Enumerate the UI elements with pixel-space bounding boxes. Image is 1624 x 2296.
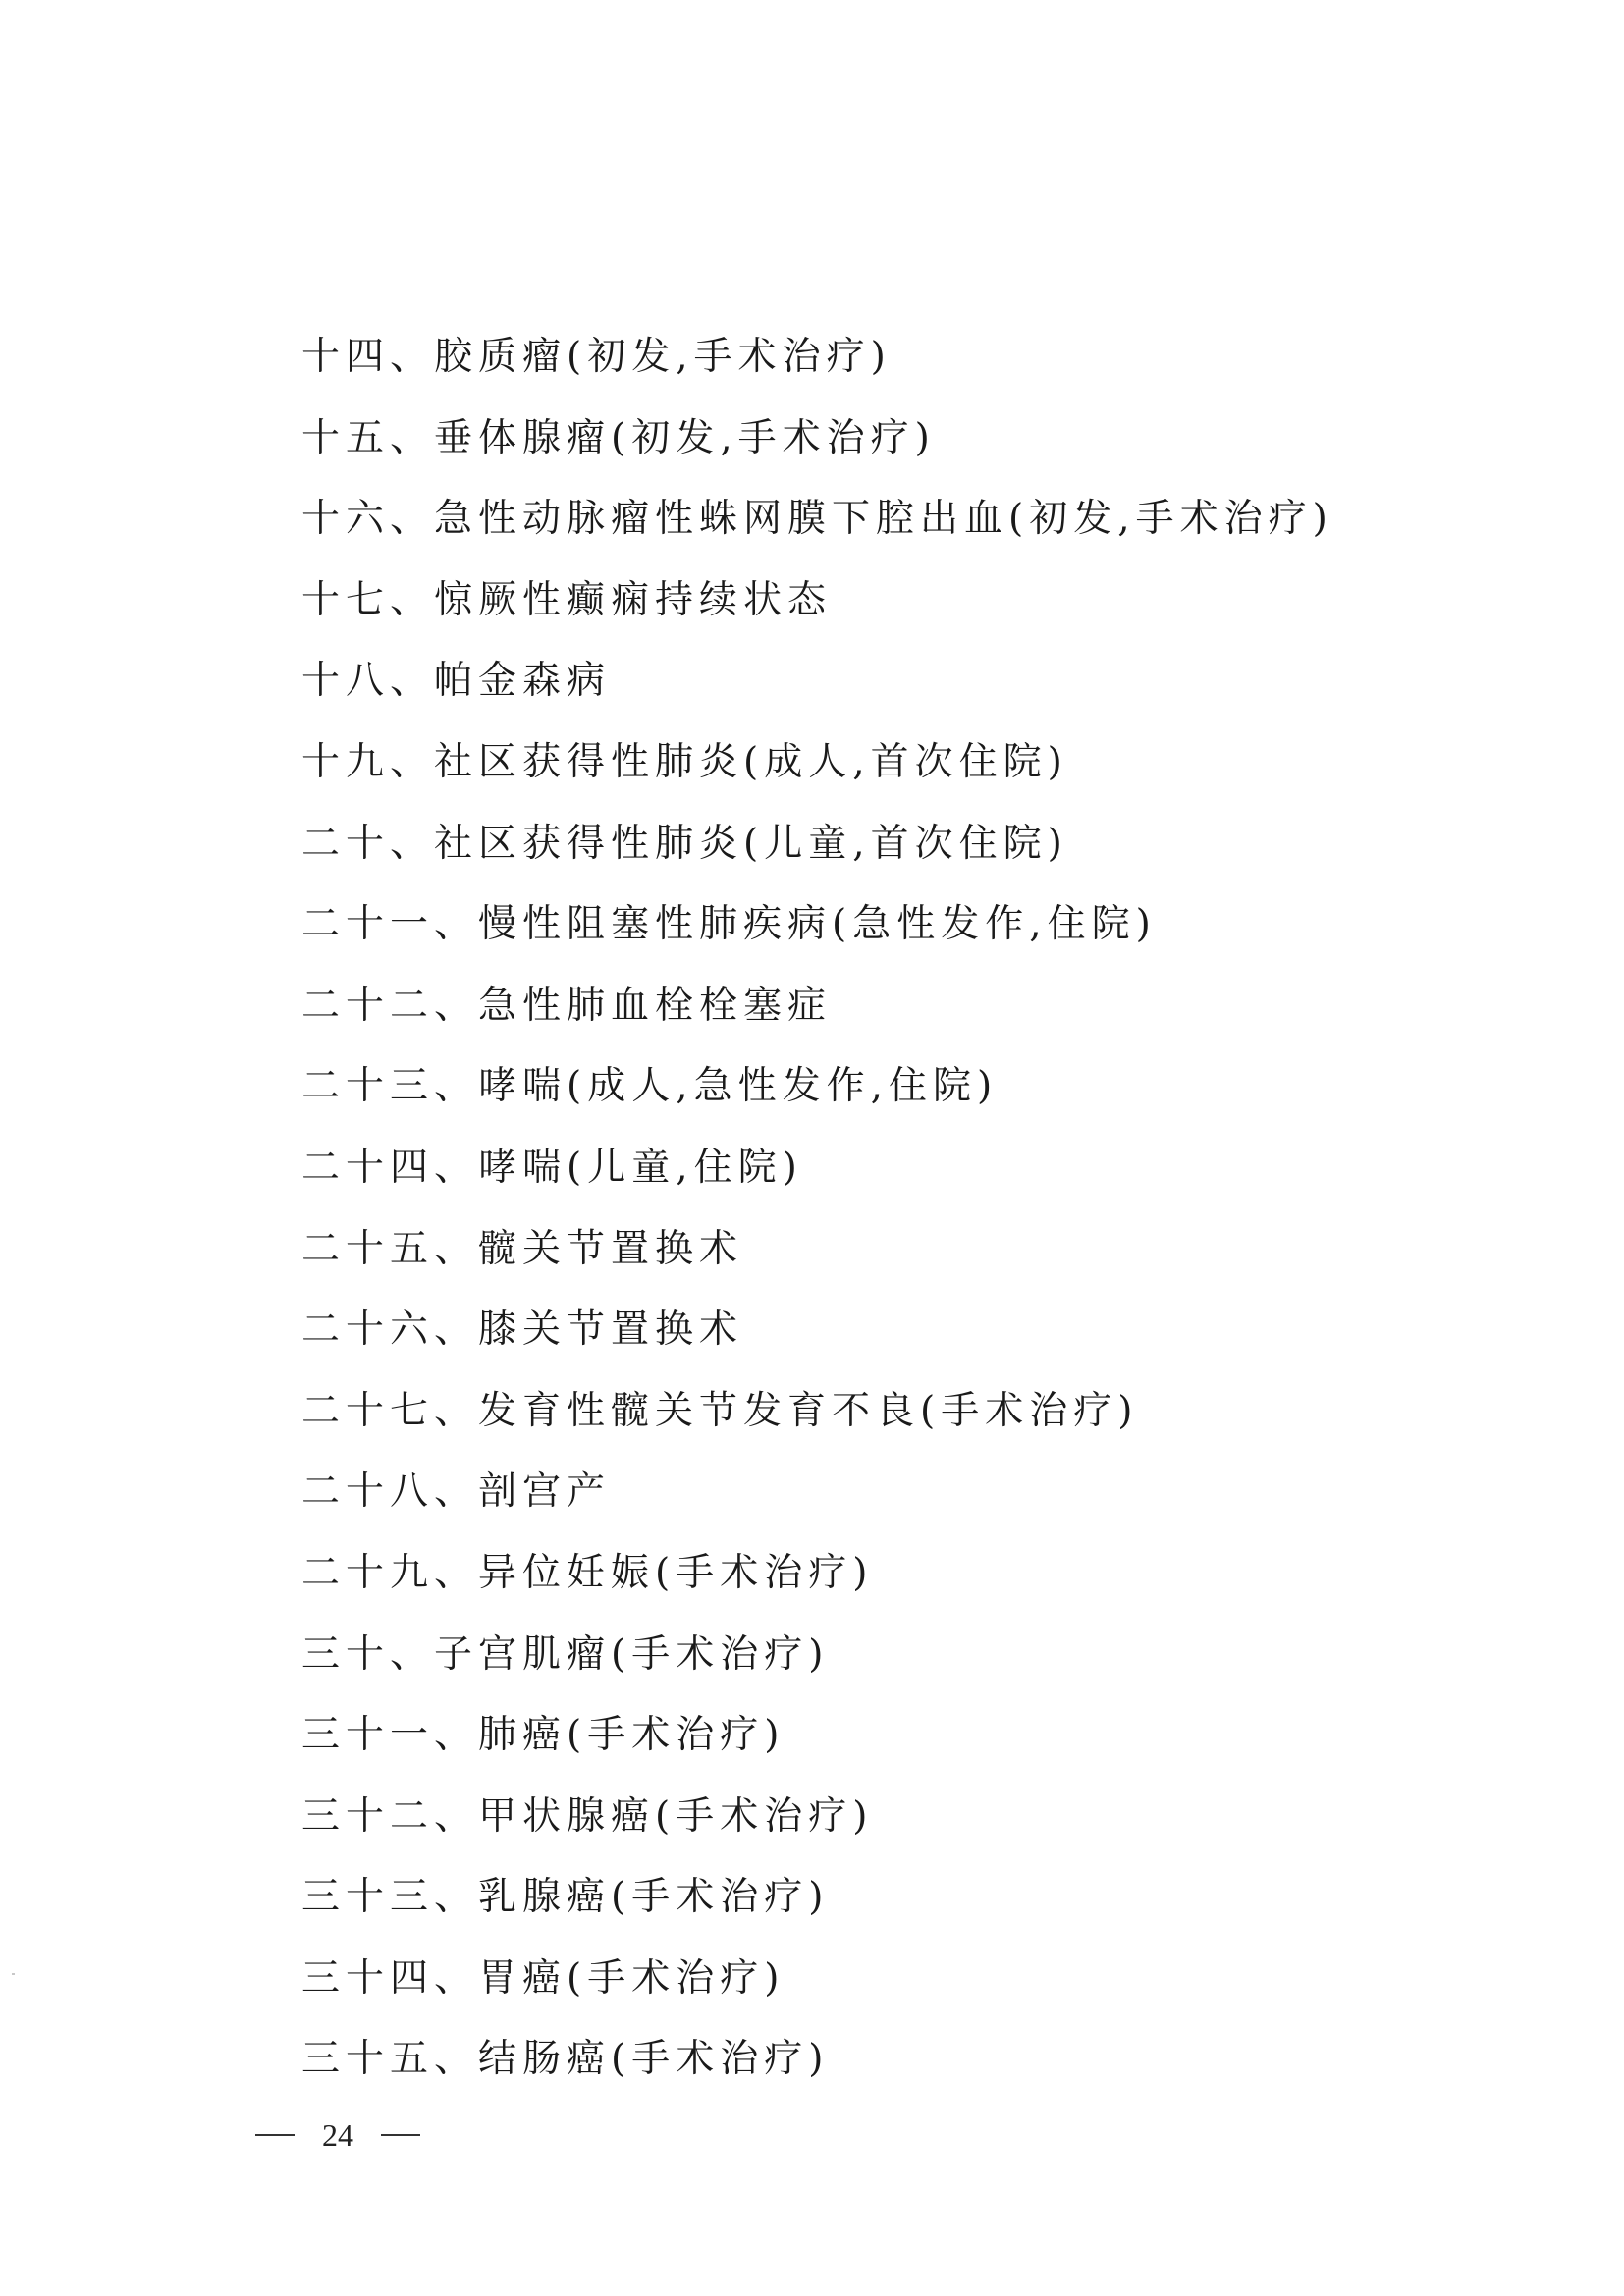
list-item: 十八、帕金森病 [301,659,612,704]
list-item: 二十二、急性肺血栓栓塞症 [301,983,833,1028]
list-item: 二十九、异位妊娠(手术治疗) [301,1550,874,1595]
list-item: 二十四、哮喘(儿童,住院) [301,1145,803,1190]
scan-artifact [12,1973,15,1975]
list-item: 十七、惊厥性癫痫持续状态 [301,577,833,622]
list-item: 十九、社区获得性肺炎(成人,首次住院) [301,739,1068,784]
list-item: 二十六、膝关节置换术 [301,1308,744,1353]
footer-dash-right [381,2134,420,2136]
list-item: 二十五、髋关节置换术 [301,1226,744,1271]
list-item: 二十八、剖宫产 [301,1469,612,1515]
list-item: 三十一、肺癌(手术治疗) [301,1713,785,1758]
list-item: 十五、垂体腺瘤(初发,手术治疗) [301,415,936,460]
list-item: 三十五、结肠癌(手术治疗) [301,2037,830,2082]
list-item: 十四、胶质瘤(初发,手术治疗) [301,335,892,379]
footer-dash-left [255,2134,295,2136]
page-number: 24 [322,2116,353,2153]
page-footer [255,2110,420,2160]
list-item: 二十一、慢性阻塞性肺疾病(急性发作,住院) [301,902,1157,947]
disease-list [301,326,1529,2109]
list-item: 十六、急性动脉瘤性蛛网膜下腔出血(初发,手术治疗) [301,497,1333,542]
list-item: 三十四、胃癌(手术治疗) [301,1955,785,2001]
list-item: 二十、社区获得性肺炎(儿童,首次住院) [301,821,1068,866]
list-item: 二十七、发育性髋关节发育不良(手术治疗) [301,1388,1139,1433]
list-item: 三十三、乳腺癌(手术治疗) [301,1875,830,1920]
list-item: 二十三、哮喘(成人,急性发作,住院) [301,1064,999,1109]
list-item: 三十二、甲状腺癌(手术治疗) [301,1793,874,1839]
list-item: 三十、子宫肌瘤(手术治疗) [301,1631,830,1677]
